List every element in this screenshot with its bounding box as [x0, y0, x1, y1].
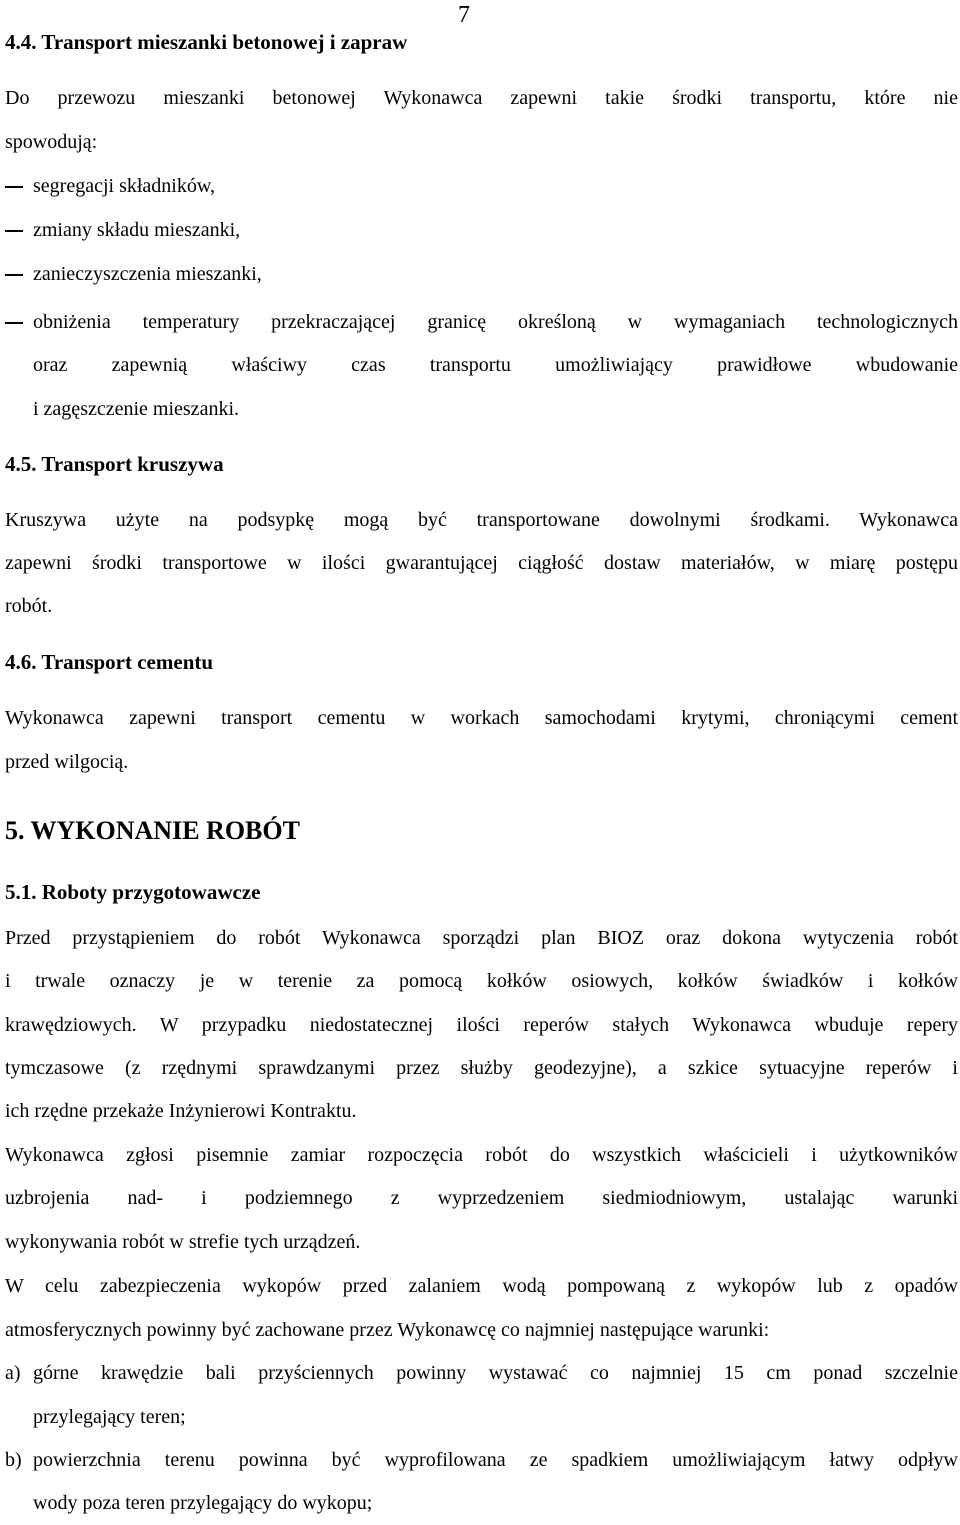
paragraph-5-1-p1-line1: Przed przystąpieniem do robót Wykonawca sporządzi plan BIOZ oraz dokona wytyczenia robót — [5, 927, 958, 949]
paragraph-4-4-intro-line2: spowodują: — [5, 131, 98, 153]
paragraph-5-1-p2-line2: uzbrojenia nad- i podziemnego z wyprzedzeniem siedmiodniowym, ustalając warunki — [5, 1187, 958, 1209]
paragraph-5-1-p1-line2: i trwale oznaczy je w terenie za pomocą kołków osiowych, kołków świadków i kołków — [5, 970, 958, 992]
paragraph-5-1-p3-line1: W celu zabezpieczenia wykopów przed zalaniem wodą pompowaną z wykopów lub z opadów — [5, 1275, 958, 1297]
paragraph-4-6-line1: Wykonawca zapewni transport cementu w workach samochodami krytymi, chroniącymi cement — [5, 707, 958, 729]
paragraph-4-5-line3: robót. — [5, 595, 53, 617]
heading-4-6: 4.6. Transport cementu — [5, 650, 214, 674]
paragraph-4-5-line1: Kruszywa użyte na podsypkę mogą być transportowane dowolnymi środkami. Wykonawca — [5, 509, 958, 531]
heading-5-1: 5.1. Roboty przygotowawcze — [5, 880, 261, 904]
list-marker: a) — [5, 1362, 21, 1384]
paragraph-5-1-p2-line3: wykonywania robót w strefie tych urządzeń. — [5, 1231, 361, 1253]
paragraph-5-1-p3-line2: atmosferycznych powinny być zachowane przez Wykonawcę co najmniej następujące warunki: — [5, 1319, 770, 1341]
paragraph-5-1-p1-line3: krawędziowych. W przypadku niedostatecznej ilości reperów stałych Wykonawca wbuduje repery — [5, 1014, 958, 1036]
paragraph-5-1-p1-line4: tymczasowe (z rzędnymi sprawdzanymi przez służby geodezyjne), a szkice sytuacyjne reperów i — [5, 1057, 958, 1079]
list-marker: b) — [5, 1449, 22, 1471]
heading-4-4: 4.4. Transport mieszanki betonowej i zapraw — [5, 30, 408, 54]
paragraph-4-6-line2: przed wilgocią. — [5, 751, 129, 773]
heading-4-5: 4.5. Transport kruszywa — [5, 452, 224, 476]
paragraph-5-1-p1-line5: ich rzędne przekaże Inżynierowi Kontraktu. — [5, 1100, 357, 1122]
paragraph-5-1-p2-line1: Wykonawca zgłosi pisemnie zamiar rozpoczęcia robót do wszystkich właścicieli i użytkowników — [5, 1144, 958, 1166]
paragraph-4-5-line2: zapewni środki transportowe w ilości gwarantującej ciągłość dostaw materiałów, w miarę postępu — [5, 552, 958, 574]
heading-5: 5. WYKONANIE ROBÓT — [5, 816, 300, 845]
page-number: 7 — [458, 2, 470, 28]
paragraph-4-4-intro-line1: Do przewozu mieszanki betonowej Wykonawca zapewni takie środki transportu, które nie — [5, 87, 958, 109]
